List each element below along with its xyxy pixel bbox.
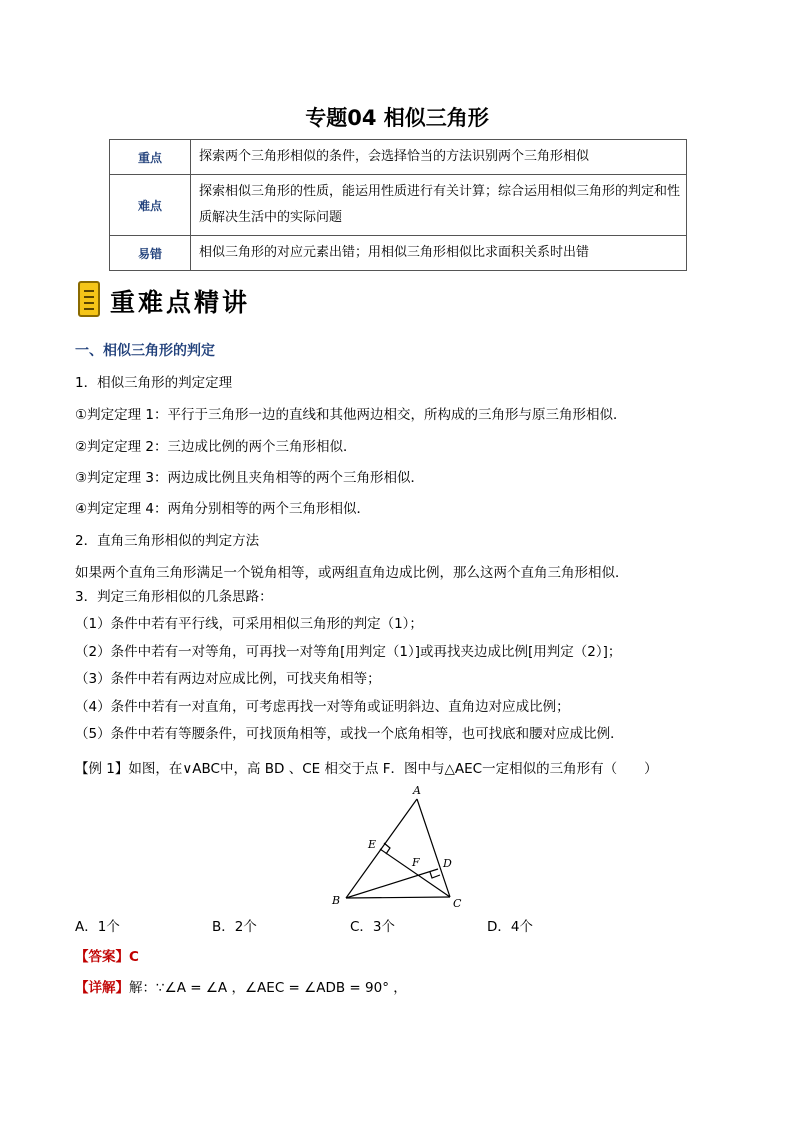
page-title: 专题04 相似三角形 <box>305 106 489 130</box>
row-text-difficulty: 探索相似三角形的性质，能运用性质进行有关计算；综合运用相似三角形的判定和性质解决生活中的实际问题 <box>191 175 687 236</box>
row-label-difficulty: 难点 <box>110 175 191 236</box>
banner-title: 重难点精讲 <box>110 288 251 317</box>
row-text-key-point: 探索两个三角形相似的条件，会选择恰当的方法识别两个三角形相似 <box>191 140 687 175</box>
detail-tag: 【详解】 <box>75 980 129 996</box>
label-F: F <box>412 856 420 869</box>
label-C: C <box>453 897 462 910</box>
answer-line <box>75 947 139 967</box>
option-d[interactable]: D．4个 <box>487 919 533 935</box>
item2-text: 如果两个直角三角形满足一个锐角相等，或两组直角边成比例，那么这两个直角三角形相似． <box>75 565 629 581</box>
idea-2: （2）条件中若有一对等角，可再找一对等角[用判定（1）]或再找夹边成比例[用判定（2）]； <box>75 644 622 660</box>
detail-line <box>75 978 407 998</box>
row-label-key-point: 重点 <box>110 140 191 175</box>
idea-1: （1）条件中若有平行线，可采用相似三角形的判定（1）； <box>75 616 423 632</box>
item2-title: 2．直角三角形相似的判定方法 <box>75 533 260 549</box>
notebook-icon <box>78 281 100 317</box>
theorem-3: ③判定定理 3：两边成比例且夹角相等的两个三角形相似． <box>75 470 424 486</box>
side-AB <box>346 799 417 898</box>
option-c[interactable]: C．3个 <box>350 919 396 935</box>
answer-tag: 【答案】 <box>75 949 129 965</box>
table-row <box>110 175 687 236</box>
theorem-4: ④判定定理 4：两角分别相等的两个三角形相似． <box>75 501 370 517</box>
idea-5: （5）条件中若有等腰条件，可找顶角相等，或找一个底角相等，也可找底和腰对应成比例． <box>75 726 624 742</box>
theorem-1: ①判定定理 1：平行于三角形一边的直线和其他两边相交，所构成的三角形与原三角形相似． <box>75 407 627 423</box>
theorem-2: ②判定定理 2：三边成比例的两个三角形相似． <box>75 439 357 455</box>
item3-title: 3．判定三角形相似的几条思路： <box>75 589 273 605</box>
idea-3: （3）条件中若有两边对应成比例，可找夹角相等； <box>75 671 381 687</box>
side-AC <box>417 799 450 897</box>
example-tag: 【例 1】 <box>75 761 129 777</box>
option-a[interactable]: A．1个 <box>75 919 120 935</box>
right-angle-mark-D <box>430 872 440 878</box>
label-D: D <box>443 857 452 870</box>
table-row <box>110 140 687 175</box>
idea-4: （4）条件中若有一对直角，可考虑再找一对等角或证明斜边、直角边对应成比例； <box>75 699 570 715</box>
altitude-BD <box>346 869 438 898</box>
side-BC <box>346 897 450 898</box>
label-A: A <box>413 784 421 797</box>
example-text: 如图，在∨ABC中，高 BD 、CE 相交于点 F．图中与△AEC一定相似的三角形有（ ） <box>128 761 658 777</box>
example-1 <box>75 759 658 779</box>
section-heading: 一、相似三角形的判定 <box>75 343 215 359</box>
triangle-figure <box>320 780 480 912</box>
row-label-mistakes: 易错 <box>110 236 191 271</box>
label-E: E <box>368 838 377 851</box>
row-text-mistakes: 相似三角形的对应元素出错；用相似三角形相似比求面积关系时出错 <box>191 236 687 271</box>
detail-text: 解：∵∠A = ∠A ，∠AEC = ∠ADB = 90° ， <box>129 980 407 996</box>
answer-value: C <box>129 949 139 965</box>
label-B: B <box>332 894 341 907</box>
table-row <box>110 236 687 271</box>
item1-title: 1．相似三角形的判定定理 <box>75 375 233 391</box>
option-b[interactable]: B．2个 <box>212 919 257 935</box>
summary-table <box>109 139 687 271</box>
